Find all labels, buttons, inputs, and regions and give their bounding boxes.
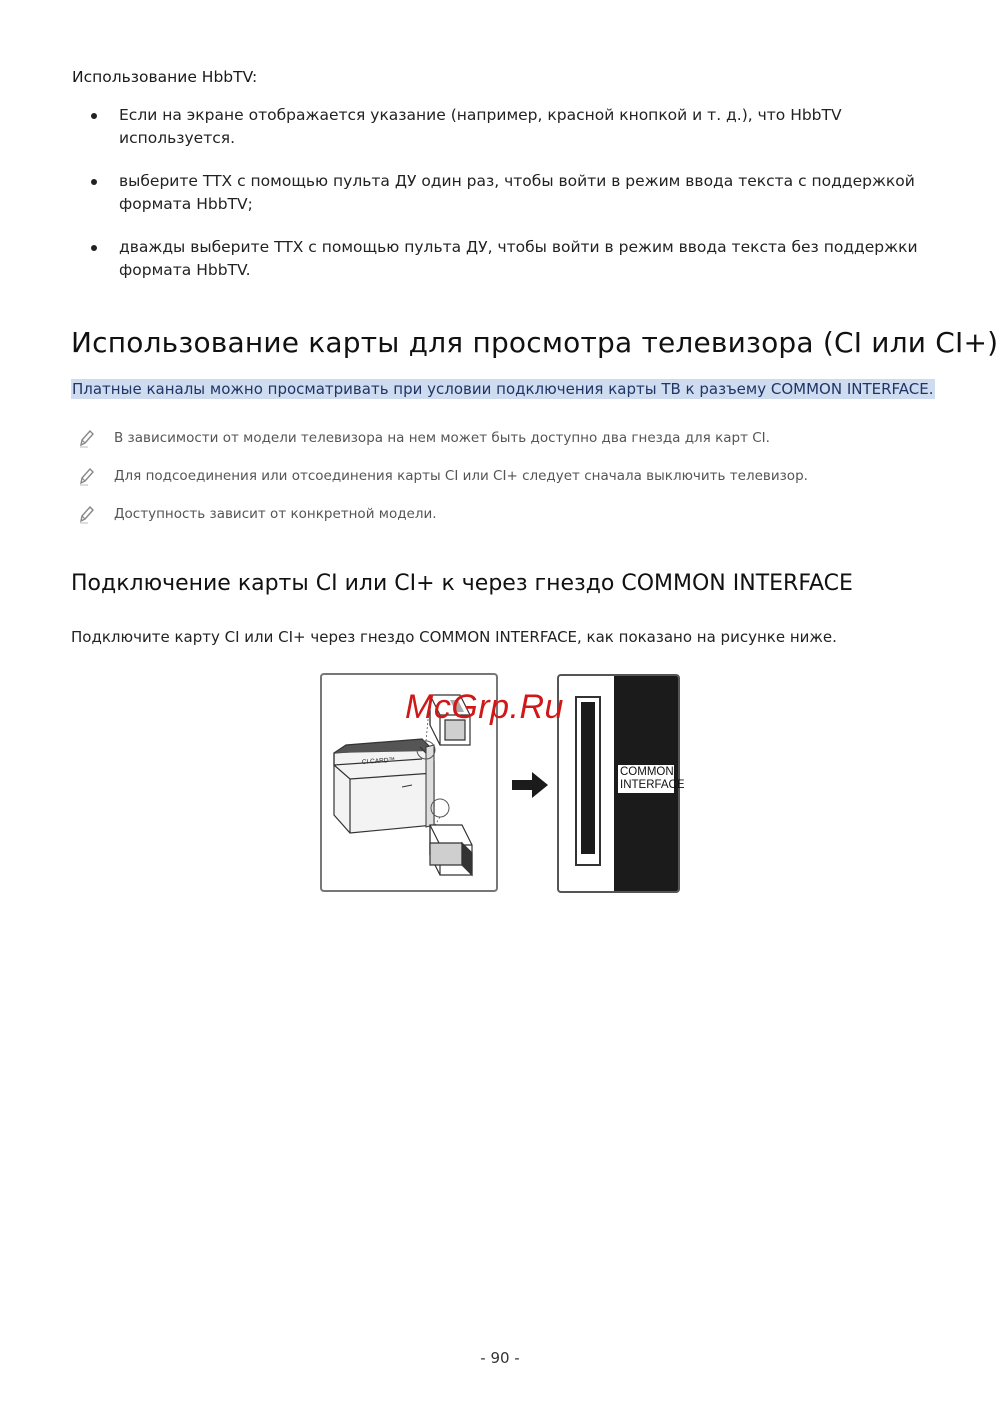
ci-slot-opening bbox=[581, 702, 595, 854]
subsection-title: Подключение карты CI или CI+ к через гнездо COMMON INTERFACE bbox=[71, 571, 853, 596]
list-item bbox=[72, 104, 932, 150]
ci-card-label: CI CARD™ bbox=[361, 756, 396, 766]
note-item bbox=[78, 462, 808, 500]
pencil-note-icon bbox=[78, 504, 96, 524]
list-item bbox=[72, 236, 932, 282]
bullet-text: дважды выберите TTX с помощью пульта ДУ, чтобы войти в режим ввода текста без поддержки формата HbbTV. bbox=[119, 238, 918, 279]
hbbtv-subheading: Использование HbbTV: bbox=[72, 68, 258, 86]
pencil-note-icon bbox=[78, 428, 96, 448]
pencil-note-icon bbox=[78, 466, 96, 486]
notes-list bbox=[78, 424, 808, 538]
watermark: McGrp.Ru bbox=[405, 688, 564, 726]
section-lead-highlighted: Платные каналы можно просматривать при условии подключения карты ТВ к разъему COMMON INTERFACE. bbox=[72, 380, 934, 398]
page-number: - 90 - bbox=[480, 1349, 520, 1367]
note-text: Для подсоединения или отсоединения карты CI или CI+ следует сначала выключить телевизор. bbox=[114, 468, 808, 484]
hbbtv-bullet-list bbox=[72, 104, 932, 302]
section-title: Использование карты для просмотра телевизора (CI или CI+) bbox=[71, 326, 999, 359]
common-interface-label bbox=[618, 765, 685, 793]
note-item bbox=[78, 500, 808, 538]
bullet-icon bbox=[91, 113, 97, 119]
list-item bbox=[72, 170, 932, 216]
note-text: Доступность зависит от конкретной модели. bbox=[114, 506, 437, 522]
bullet-text: выберите TTX с помощью пульта ДУ один раз, чтобы войти в режим ввода текста с поддержкой формата HbbTV; bbox=[119, 172, 915, 213]
subsection-instruction: Подключите карту CI или CI+ через гнездо COMMON INTERFACE, как показано на рисунке ниже. bbox=[71, 628, 837, 646]
common-interface-label-line1: COMMON bbox=[620, 766, 674, 778]
arrow-right-icon bbox=[512, 772, 548, 798]
bullet-icon bbox=[91, 245, 97, 251]
common-interface-label-line2: INTERFACE bbox=[620, 779, 685, 791]
bullet-text: Если на экране отображается указание (например, красной кнопкой и т. д.), что HbbTV используется. bbox=[119, 106, 842, 147]
bullet-icon bbox=[91, 179, 97, 185]
ci-slot bbox=[575, 696, 601, 866]
note-text: В зависимости от модели телевизора на нем может быть доступно два гнезда для карт CI. bbox=[114, 430, 770, 446]
note-item bbox=[78, 424, 808, 462]
